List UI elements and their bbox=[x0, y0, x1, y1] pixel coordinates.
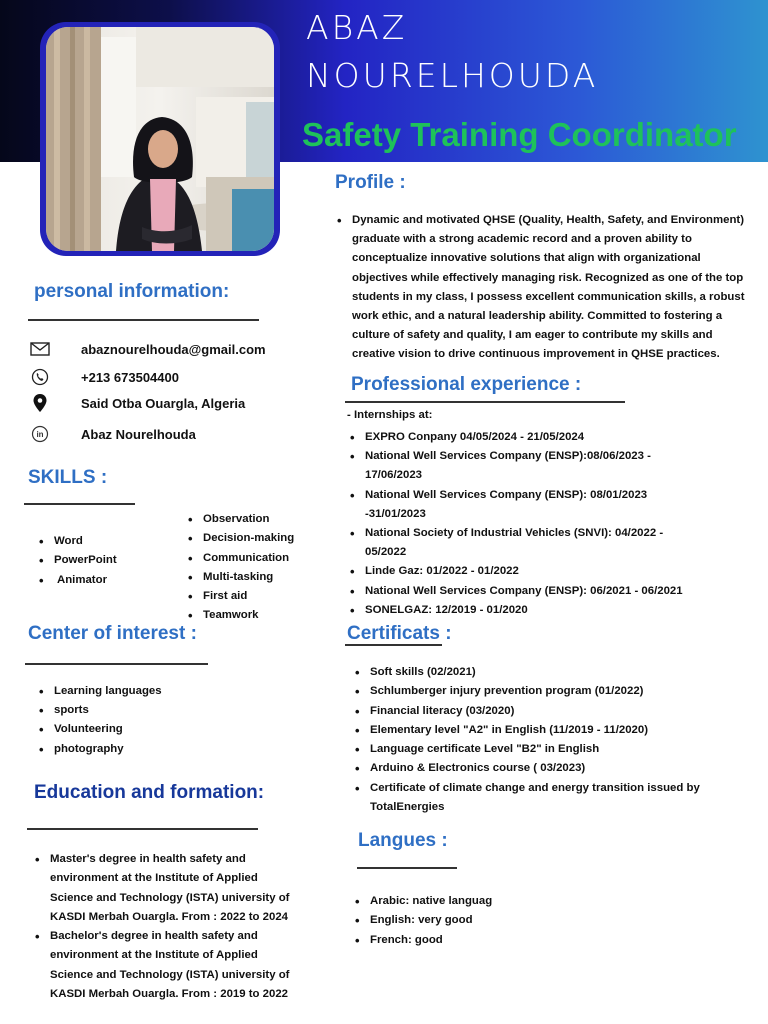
languages-title: Langues : bbox=[358, 830, 448, 851]
phone-text: +213 673504400 bbox=[81, 369, 179, 385]
location-pin-icon bbox=[28, 392, 52, 414]
experience-line: • National Well Services Company (ENSP):08/06/2023 - bbox=[365, 450, 651, 463]
svg-text:in: in bbox=[36, 430, 44, 440]
experience-line: 05/2022 bbox=[365, 546, 407, 559]
phone-icon bbox=[28, 366, 52, 388]
education-list bbox=[33, 850, 289, 1004]
profile-line: work ethic, and a natural leadership ability. Committed to fostering a bbox=[352, 310, 723, 323]
profile-title: Profile : bbox=[335, 172, 406, 193]
certificate-line: • Certificate of climate change and energy transition issued by bbox=[370, 781, 700, 794]
experience-title: Professional experience : bbox=[351, 374, 582, 395]
interests-list bbox=[37, 682, 162, 759]
divider bbox=[27, 828, 258, 830]
certificate-item bbox=[353, 702, 700, 721]
divider bbox=[345, 401, 625, 403]
contact-phone bbox=[28, 366, 179, 388]
certificate-item bbox=[353, 663, 700, 682]
experience-item bbox=[348, 524, 683, 562]
language-item: • French: good bbox=[353, 931, 492, 950]
contact-email bbox=[28, 338, 266, 360]
education-title: Education and formation: bbox=[34, 782, 265, 803]
experience-line: • Linde Gaz: 01/2022 - 01/2022 bbox=[365, 565, 519, 578]
profile-line: creative vision to drive continuous improvement in QHSE practices. bbox=[352, 348, 720, 361]
skill-item: • Decision-making bbox=[186, 529, 294, 548]
envelope-icon bbox=[28, 338, 52, 360]
experience-line: 17/06/2023 bbox=[365, 469, 423, 482]
skill-item: • Word bbox=[37, 532, 117, 551]
languages-list bbox=[353, 892, 492, 950]
skills-list-left bbox=[37, 532, 117, 590]
certificate-item bbox=[353, 721, 700, 740]
certificate-line: • Elementary level "A2" in English (11/2019 - 11/2020) bbox=[370, 723, 648, 736]
skill-item: • PowerPoint bbox=[37, 551, 117, 570]
education-line: • Bachelor's degree in health safety and bbox=[50, 930, 258, 943]
divider bbox=[25, 663, 208, 665]
interest-item: • Learning languages bbox=[37, 682, 162, 701]
profile-paragraph: • Dynamic and motivated QHSE (Quality, Health, Safety, and Environment) graduate with a strong academic record and a proven ability to conceptualize innovative solutions that align with organizational objectives while effectively managing risk. Recognized as one of the top students in my class, I possess excellent communication skills, a robust work ethic, and a natural leadership ability. Committed to fostering a culture of safety and quality, I am eager to contribute my skills and creative vision to drive continuous improvement in QHSE practices. bbox=[337, 213, 745, 361]
address-text: Said Otba Ouargla, Algeria bbox=[81, 395, 246, 411]
skills-title: SKILLS : bbox=[28, 467, 108, 488]
experience-list bbox=[348, 428, 683, 620]
experience-line: • National Well Services Company (ENSP): 06/2021 - 06/2021 bbox=[365, 584, 683, 597]
education-line: KASDI Merbah Ouargla. From : 2022 to 2024 bbox=[50, 910, 289, 923]
profile-line: students in my class, I possess excellent communication skills, a robust bbox=[352, 290, 745, 303]
certificate-item bbox=[353, 740, 700, 759]
certificate-line: • Soft skills (02/2021) bbox=[370, 666, 476, 678]
skill-item: • Animator bbox=[37, 571, 117, 590]
experience-item bbox=[348, 582, 683, 601]
experience-line: • EXPRO Conpany 04/05/2024 - 21/05/2024 bbox=[365, 431, 585, 443]
experience-item bbox=[348, 601, 683, 620]
skills-list-right bbox=[186, 510, 294, 626]
divider bbox=[24, 503, 135, 505]
email-text[interactable]: abaznourelhouda@gmail.com bbox=[81, 341, 266, 357]
divider bbox=[357, 867, 457, 869]
experience-item bbox=[348, 428, 683, 447]
experience-line: • National Society of Industrial Vehicles (SNVI): 04/2022 - bbox=[365, 527, 664, 540]
profile-line: objectives while effectively managing risk. Recognized as one of the top bbox=[352, 271, 744, 284]
experience-line: • SONELGAZ: 12/2019 - 01/2020 bbox=[365, 603, 528, 616]
certificate-line: • Financial literacy (03/2020) bbox=[370, 704, 515, 717]
linkedin-icon bbox=[28, 423, 52, 445]
first-name: ABAZ bbox=[306, 8, 408, 47]
profile-line: culture of safety and quality, I am eager to contribute my skills and bbox=[352, 329, 713, 342]
linkedin-text[interactable]: Abaz Nourelhouda bbox=[81, 426, 196, 442]
interest-item: • sports bbox=[37, 701, 162, 720]
certificate-item bbox=[353, 682, 700, 701]
education-line: Science and Technology (ISTA) university of bbox=[50, 891, 290, 904]
skill-item: • Observation bbox=[186, 510, 294, 529]
education-line: KASDI Merbah Ouargla. From : 2019 to 2022 bbox=[50, 988, 289, 1001]
experience-item bbox=[348, 447, 683, 485]
experience-item bbox=[348, 486, 683, 524]
certificate-item bbox=[353, 779, 700, 818]
profile-line: graduate with a strong academic record and a proven ability to bbox=[352, 233, 692, 246]
profile-photo-frame bbox=[40, 22, 280, 256]
interest-item: • Volunteering bbox=[37, 720, 162, 739]
education-line: Science and Technology (ISTA) university of bbox=[50, 968, 290, 981]
profile-photo bbox=[46, 27, 274, 251]
certificate-line: • Language certificate Level "B2" in English bbox=[370, 743, 600, 756]
interest-item: • photography bbox=[37, 740, 162, 759]
education-item bbox=[33, 927, 289, 1004]
skill-item: • Multi-tasking bbox=[186, 568, 294, 587]
language-item: • Arabic: native languag bbox=[353, 892, 492, 911]
certificate-line: • Schlumberger injury prevention program (01/2022) bbox=[370, 685, 644, 698]
education-line: environment at the Institute of Applied bbox=[50, 949, 258, 962]
experience-intro: - Internships at: bbox=[347, 409, 433, 421]
interests-title: Center of interest : bbox=[28, 623, 197, 644]
divider bbox=[345, 644, 442, 646]
skill-item: • First aid bbox=[186, 587, 294, 606]
contact-address bbox=[28, 392, 246, 414]
certificates-list bbox=[353, 663, 700, 817]
certificate-item bbox=[353, 759, 700, 778]
last-name: NOURELHOUDA bbox=[306, 56, 599, 95]
personal-info-title: personal information: bbox=[34, 281, 230, 302]
education-line: • Master's degree in health safety and bbox=[50, 853, 246, 865]
experience-line: • National Well Services Company (ENSP): 08/01/2023 bbox=[365, 488, 648, 501]
divider bbox=[28, 319, 259, 321]
job-title: Safety Training Coordinator bbox=[302, 116, 737, 153]
certificates-title: Certificats : bbox=[347, 623, 452, 644]
contact-linkedin bbox=[28, 423, 196, 445]
experience-item bbox=[348, 562, 683, 581]
experience-line: -31/01/2023 bbox=[365, 507, 426, 520]
language-item: • English: very good bbox=[353, 911, 492, 930]
skill-item: • Communication bbox=[186, 549, 294, 568]
profile-line: conceptualize innovative solutions that align with organizational bbox=[352, 252, 701, 265]
certificate-line: • Arduino & Electronics course ( 03/2023) bbox=[370, 762, 586, 775]
profile-line: Dynamic and motivated QHSE (Quality, Health, Safety, and Environment) bbox=[352, 214, 744, 226]
certificate-line: TotalEnergies bbox=[370, 801, 445, 814]
education-line: environment at the Institute of Applied bbox=[50, 872, 258, 885]
education-item bbox=[33, 850, 289, 927]
skill-item: • Teamwork bbox=[186, 606, 294, 625]
